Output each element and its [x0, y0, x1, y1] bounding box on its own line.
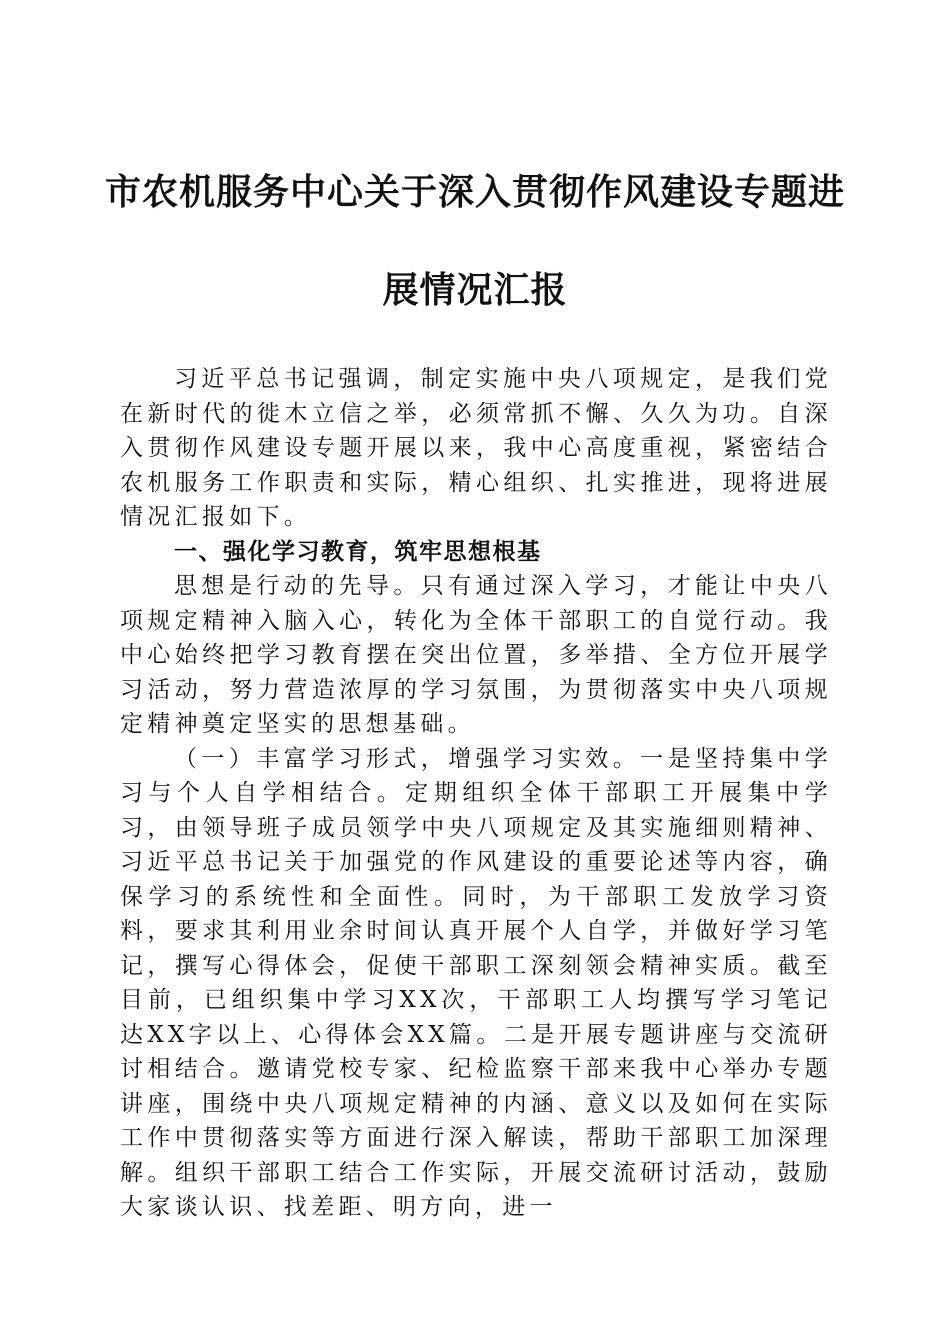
section-heading-1: 一、强化学习教育，筑牢思想根基: [174, 538, 542, 565]
document-title-line-1: 市农机服务中心关于深入贯彻作风建设专题进: [104, 171, 845, 213]
document-title-line-2: 展情况汇报: [382, 269, 568, 311]
document-body: [120, 362, 832, 1225]
subsection-1-paragraph: （一）丰富学习形式，增强学习实效。一是坚持集中学习与个人自学相结合。定期组织全体干部职工开展集中学习，由领导班子成员领学中央八项规定及其实施细则精神、习近平总书记关于加强党的作风建设的重要论述等内容，确保学习的系统性和全面性。同时，为干部职工发放学习资料，要求其利用业余时间认真开展个人自学，并做好学习笔记，撰写心得体会，促使干部职工深刻领会精神实质。截至目前，已组织集中学习XX次，干部职工人均撰写学习笔记达XX字以上、心得体会XX篇。二是开展专题讲座与交流研讨相结合。邀请党校专家、纪检监察干部来我中心举办专题讲座，围绕中央八项规定精神的内涵、意义以及如何在实际工作中贯彻落实等方面进行深入解读，帮助干部职工加深理解。组织干部职工结合工作实际，开展交流研讨活动，鼓励大家谈认识、找差距、明方向，进一: [120, 745, 832, 1220]
section-1-paragraph: 思想是行动的先导。只有通过深入学习，才能让中央八项规定精神入脑入心，转化为全体干部职工的自觉行动。我中心始终把学习教育摆在突出位置，多举措、全方位开展学习活动，努力营造浓厚的学习氛围，为贯彻落实中央八项规定精神奠定坚实的思想基础。: [120, 573, 832, 737]
intro-paragraph: 习近平总书记强调，制定实施中央八项规定，是我们党在新时代的徙木立信之举，必须常抓不懈、久久为功。自深入贯彻作风建设专题开展以来，我中心高度重视，紧密结合农机服务工作职责和实际，精心组织、扎实推进，现将进展情况汇报如下。: [120, 366, 832, 530]
